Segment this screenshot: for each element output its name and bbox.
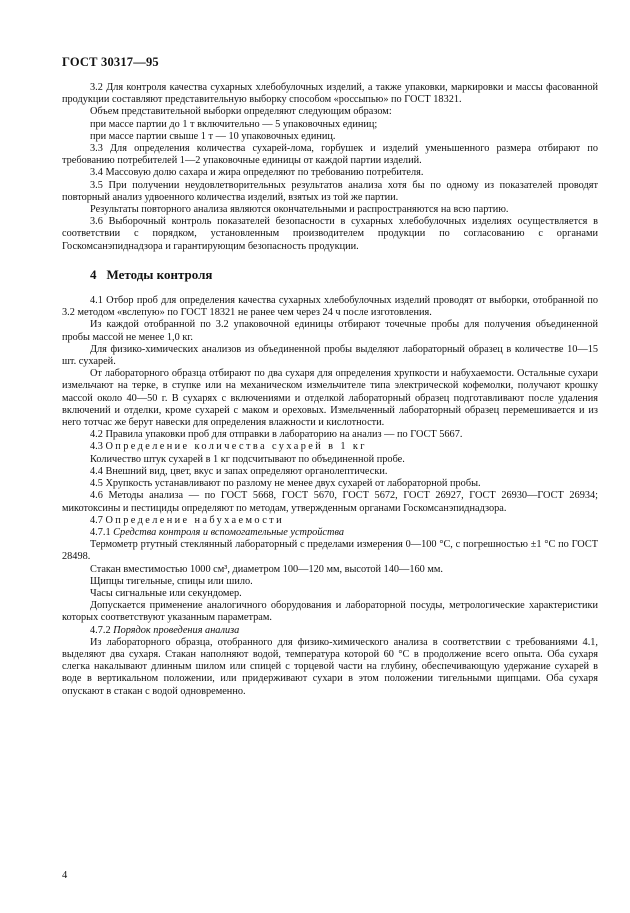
paragraph-4-7-2 xyxy=(62,625,598,637)
paragraph-4-5: 4.5 Хрупкость устанавливают по разлому не менее двух сухарей от лабораторной пробы. xyxy=(90,478,481,490)
paragraph-procedure: Из лабораторного образца, отобранного для физико-химического анализа в соответствии с требованиями 4.1, выделяют два сухаря. Стакан наполняют водой, температура которой 60 °С в продолжение всего опыта. Оба сухаря слегка накалывают длинным шилом или спицей с торцевой части на глубину, обеспечивающую удержание сухарей в воде в вертикальном положении, или придерживают сухари в этом положении тигельными щипцами. Оба сухаря опускают в стакан с водой одновременно. xyxy=(62,636,598,697)
paragraph-timer: Часы сигнальные или секундомер. xyxy=(90,587,242,599)
paragraph-point-samples: Из каждой отобранной по 3.2 упаковочной единицы отбирают точечные пробы для получения объединенной пробы массой не менее 1,0 кг. xyxy=(62,319,598,343)
paragraph-count-pieces: Количество штук сухарей в 1 кг подсчитывают по объединенной пробе. xyxy=(90,453,405,465)
paragraph-thermometer: Термометр ртутный стеклянный лабораторный с пределами измерения 0—100 °С, с погрешностью ±1 °С по ГОСТ 28498. xyxy=(62,539,598,563)
document-header: ГОСТ 30317—95 xyxy=(62,55,159,69)
document-body xyxy=(62,82,598,698)
paragraph-equipment-allowed: Допускается применение аналогичного оборудования и лабораторной посуды, метрологические характеристики которых соответствуют указанным параметрам. xyxy=(62,600,598,624)
paragraph-3-5: 3.5 При получении неудовлетворительных результатов анализа хотя бы по одному из показателей проводят повторный анализ удвоенного количества изделий, взятых из той же партии. xyxy=(62,179,598,203)
paragraph-sample-volume: Объем представительной выборки определяют следующим образом: xyxy=(90,106,392,118)
paragraph-3-4: 3.4 Массовую долю сахара и жира определяют по требованию потребителя. xyxy=(90,167,424,179)
paragraph-4-7-number: 4.7 xyxy=(90,514,103,526)
paragraph-4-7 xyxy=(62,515,598,527)
paragraph-4-7-1 xyxy=(62,527,598,539)
paragraph-repeat-results: Результаты повторного анализа являются окончательными и распространяются на всю партию. xyxy=(90,204,509,216)
paragraph-4-7-1-title: Средства контроля и вспомогательные устройства xyxy=(113,526,344,538)
paragraph-4-3 xyxy=(62,441,598,453)
paragraph-3-3: 3.3 Для определения количества сухарей-лома, горбушек и изделий уменьшенного размера отбирают по требованию потребителей 1—2 упаковочные единицы от каждой партии изделий. xyxy=(62,143,598,167)
paragraph-3-2: 3.2 Для контроля качества сухарных хлебобулочных изделий, а также упаковки, маркировки и массы фасованной продукции составляют представительную выборку способом «россыпью» по ГОСТ 18321. xyxy=(62,82,598,106)
paragraph-mass-over-1t: при массе партии свыше 1 т — 10 упаковочных единиц. xyxy=(90,130,336,142)
paragraph-4-7-1-number: 4.7.1 xyxy=(90,526,111,538)
section-title: Методы контроля xyxy=(106,266,213,282)
paragraph-4-3-number: 4.3 xyxy=(90,441,103,453)
paragraph-4-2: 4.2 Правила упаковки проб для отправки в лабораторию на анализ — по ГОСТ 5667. xyxy=(90,429,463,441)
paragraph-3-6: 3.6 Выборочный контроль показателей безопасности в сухарных хлебобулочных изделиях осуществляется в соответствии с порядком, установленным производителем продукции по согласованию с органами Госкомсанэпиднадзора и гарантирующим безопасность продукции. xyxy=(62,216,598,252)
paragraph-lab-sample-prep: От лабораторного образца отбирают по два сухаря для определения хрупкости и набухаемости. Остальные сухари измельчают на терке, в ступке или на механическом измельчителе типа электрической кофемолки, получают крошку массой около 40—50 г. В сухарях с включениями и отделкой лабораторный образец подготавливают после удаления включений и отделки, кроме сухарей с маком и ореховых. Измельченный лабораторный образец перемешивается и из него тотчас же берут навески для определения влажности и кислотности. xyxy=(62,368,598,429)
page-number: 4 xyxy=(62,870,68,881)
paragraph-tongs: Щипцы тигельные, спицы или шило. xyxy=(90,575,253,587)
paragraph-4-7-2-number: 4.7.2 xyxy=(90,624,111,636)
paragraph-4-7-title: Определение набухаемости xyxy=(105,514,284,526)
paragraph-lab-sample: Для физико-химических анализов из объединенной пробы выделяют лабораторный образец в количестве 10—15 шт. сухарей. xyxy=(62,343,598,368)
paragraph-beaker: Стакан вместимостью 1000 см³, диаметром 100—120 мм, высотой 140—160 мм. xyxy=(90,563,443,575)
paragraph-4-3-title: Определение количества сухарей в 1 кг xyxy=(105,441,367,453)
section-number: 4 xyxy=(90,266,97,282)
paragraph-4-1: 4.1 Отбор проб для определения качества сухарных хлебобулочных изделий проводят от выборки, отобранной по 3.2 методом «вслепую» по ГОСТ 18321 не ранее чем через 24 ч после изготовления. xyxy=(62,295,598,319)
paragraph-4-4: 4.4 Внешний вид, цвет, вкус и запах определяют органолептически. xyxy=(90,465,388,477)
section-heading xyxy=(90,266,598,282)
paragraph-mass-up-to-1t: при массе партии до 1 т включительно — 5 упаковочных единиц; xyxy=(90,118,378,130)
paragraph-4-6: 4.6 Методы анализа — по ГОСТ 5668, ГОСТ 5670, ГОСТ 5672, ГОСТ 26927, ГОСТ 26930—ГОСТ 26934; микотоксины и пестициды определяют по методам, утвержденным органами Госкомсанэпиднадзора. xyxy=(62,490,598,514)
paragraph-4-7-2-title: Порядок проведения анализа xyxy=(113,624,240,636)
